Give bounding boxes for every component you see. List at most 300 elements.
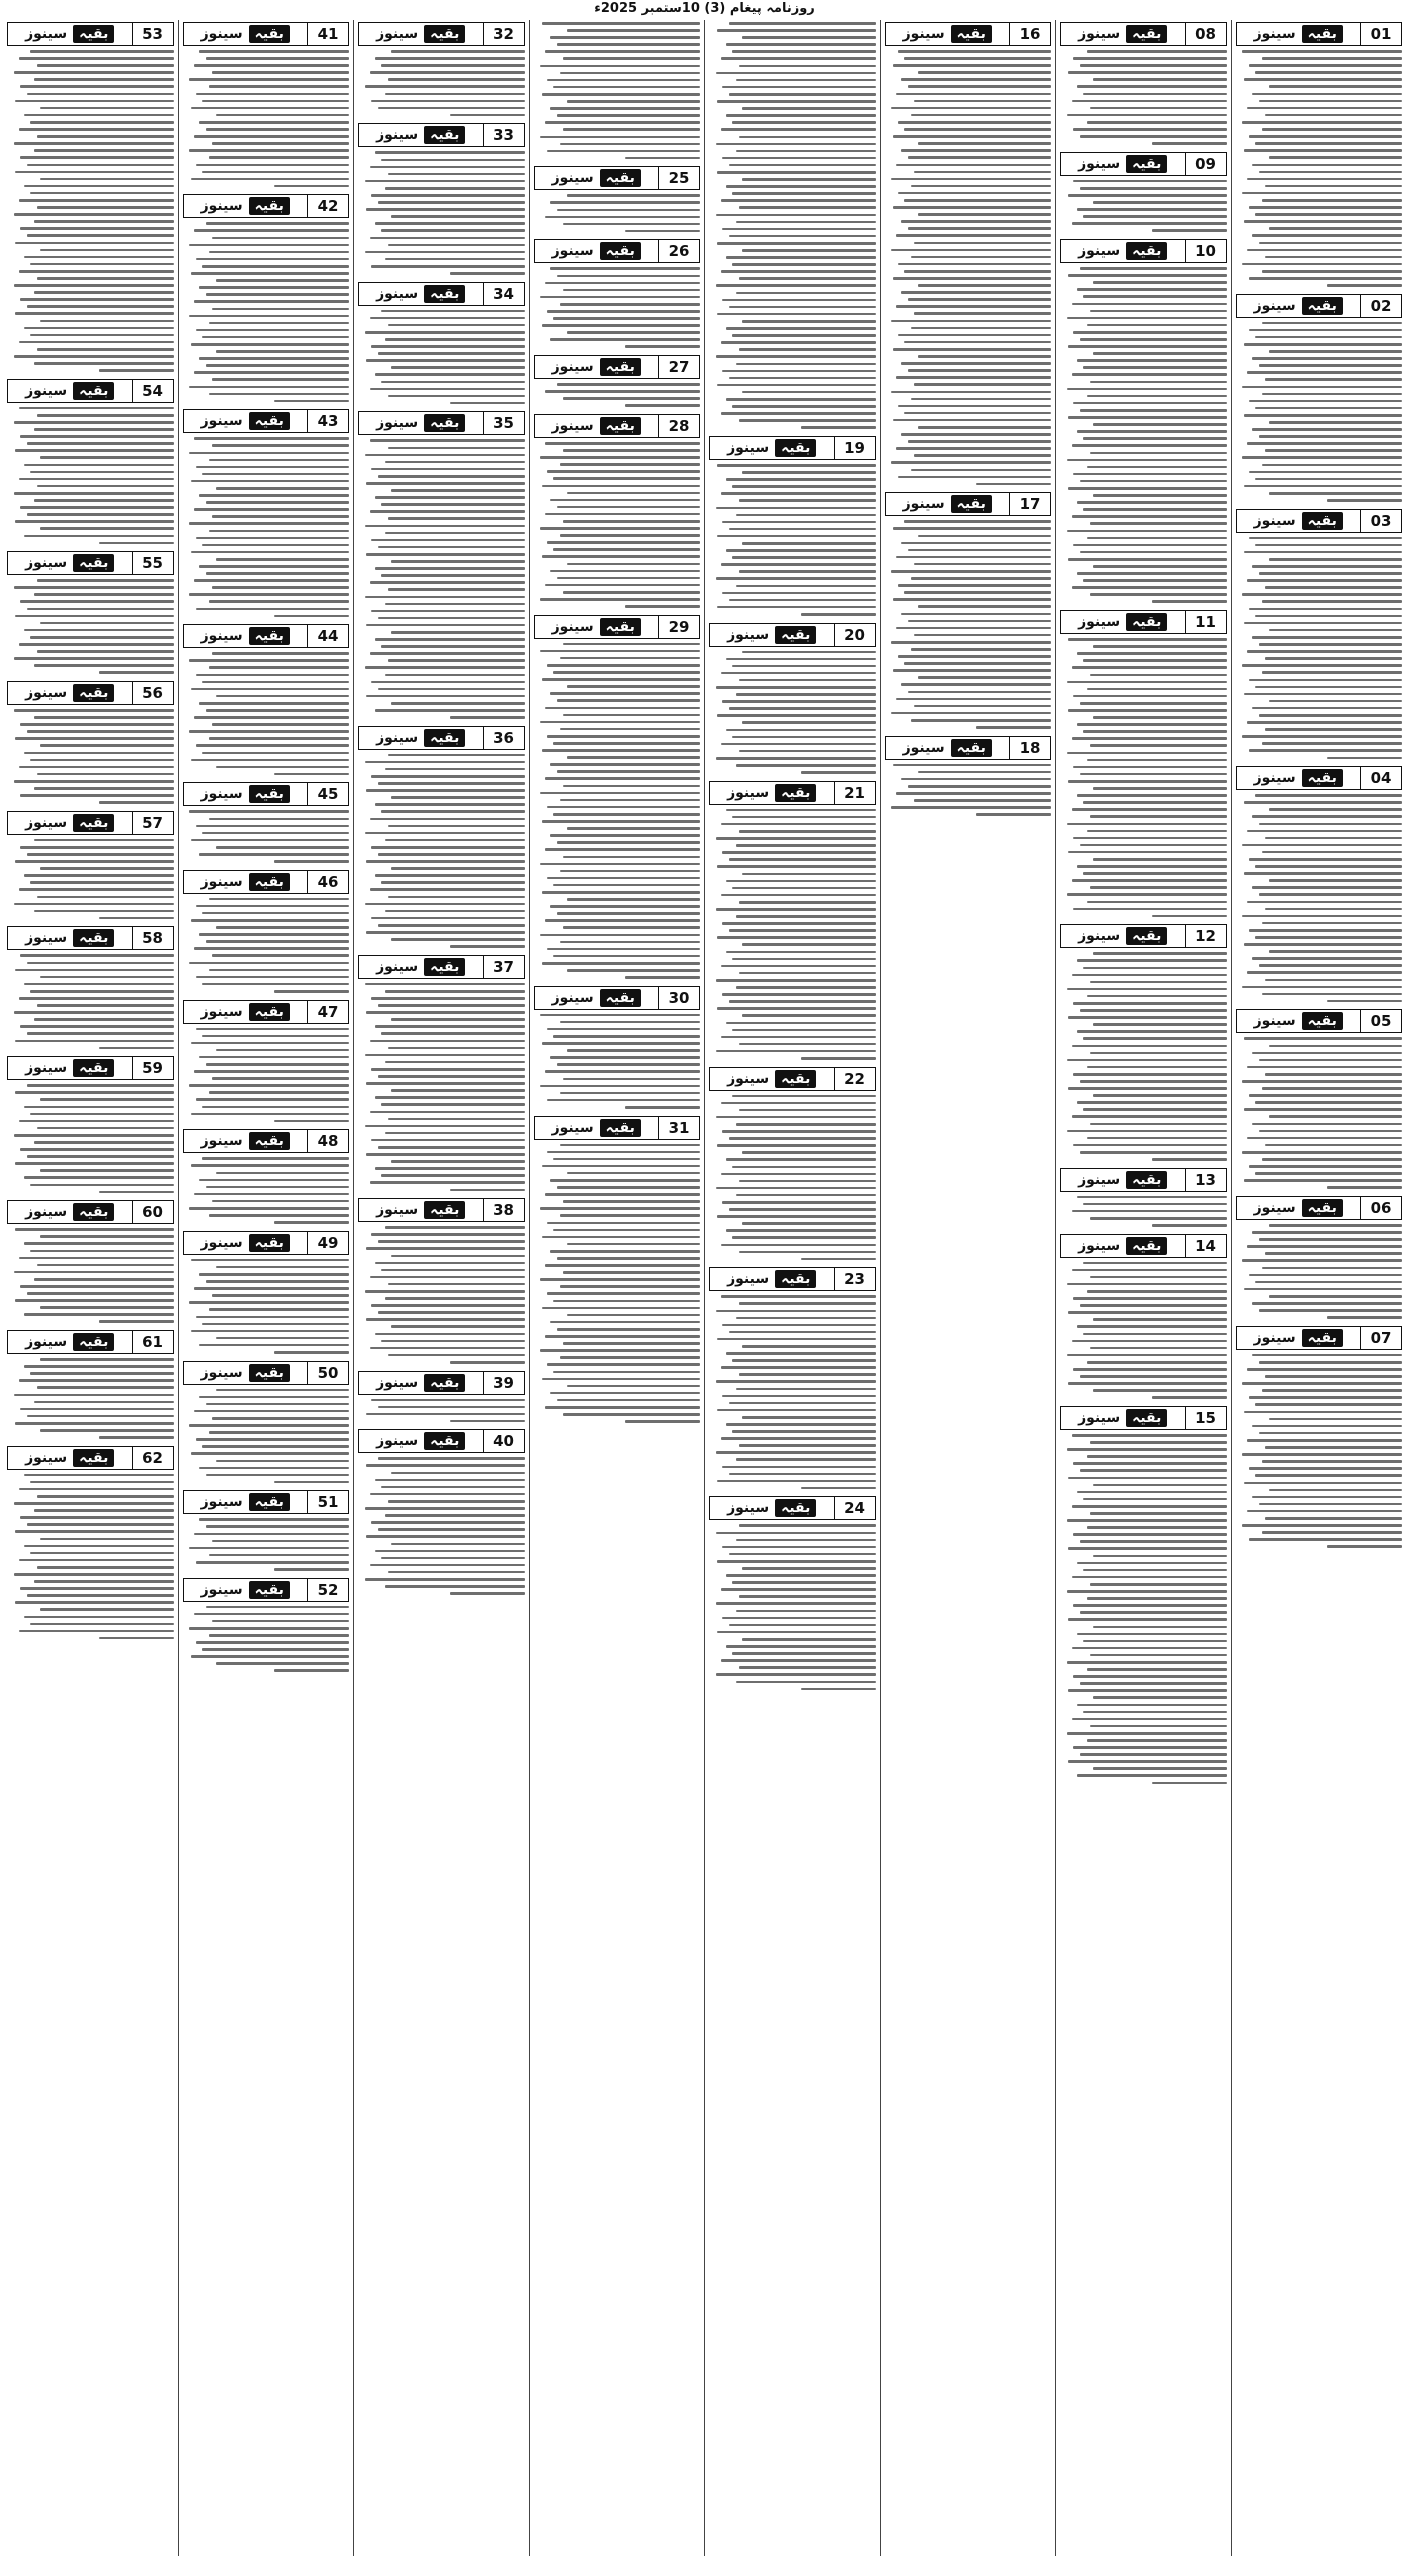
text-line (1087, 688, 1227, 691)
text-line (563, 1342, 700, 1345)
text-line (1262, 742, 1402, 745)
text-line (191, 759, 349, 762)
text-line (726, 1645, 876, 1648)
text-line (976, 813, 1051, 816)
baqiya-badge (359, 1199, 483, 1221)
text-line (1327, 1316, 1402, 1319)
text-line (540, 934, 700, 937)
continuation-number: 60 (132, 1201, 173, 1223)
paper-label: سینوز (200, 1364, 243, 1381)
paper-label: سینوز (1253, 26, 1296, 42)
text-line (540, 650, 700, 653)
article-text (1236, 1035, 1403, 1191)
text-line (216, 1172, 349, 1175)
baqiya-badge (886, 493, 1010, 515)
paper-label: سینوز (1253, 770, 1296, 787)
text-line (1090, 310, 1227, 313)
continuation-number: 03 (1360, 510, 1401, 532)
text-line (206, 1186, 349, 1189)
text-line (716, 1116, 876, 1119)
paper-label: سینوز (1078, 155, 1121, 172)
text-line (370, 1564, 525, 1567)
text-line (904, 662, 1051, 665)
text-line (1262, 922, 1402, 925)
text-line (1093, 1094, 1226, 1097)
text-line (371, 1304, 524, 1307)
continuation-block (358, 409, 525, 720)
text-line (14, 142, 174, 145)
text-line (722, 86, 875, 89)
text-line (716, 214, 876, 217)
article-text (1060, 1260, 1227, 1401)
text-line (206, 940, 349, 943)
text-line (370, 237, 525, 240)
article-text (885, 762, 1052, 818)
text-line (216, 1337, 349, 1340)
text-line (1262, 464, 1402, 467)
text-line (391, 702, 524, 705)
continuation-block (183, 780, 350, 864)
baqiya-label: بقیہ (1126, 927, 1167, 945)
text-line (371, 1068, 524, 1071)
text-line (1265, 728, 1402, 731)
text-line (450, 1189, 525, 1192)
baqiya-badge (8, 552, 132, 574)
text-line (891, 391, 1051, 394)
text-line (216, 350, 349, 353)
text-line (202, 1648, 349, 1651)
text-line (1265, 908, 1402, 911)
baqiya-label: بقیہ (424, 958, 465, 976)
text-line (540, 296, 700, 299)
text-line (216, 766, 349, 769)
text-line (726, 43, 876, 46)
baqiya-label: بقیہ (249, 873, 290, 891)
text-line (212, 142, 349, 145)
text-line (1093, 1318, 1226, 1321)
text-line (722, 1546, 875, 1549)
text-line (911, 469, 1051, 472)
text-line (547, 470, 700, 473)
baqiya-badge (710, 437, 834, 459)
text-line (898, 584, 1051, 587)
text-line (1072, 1505, 1227, 1508)
text-line (385, 990, 525, 993)
text-line (567, 1243, 700, 1246)
text-line (1067, 1732, 1227, 1735)
paper-label: سینوز (200, 873, 243, 890)
text-line (34, 149, 174, 152)
text-line (450, 716, 525, 719)
text-line (274, 1669, 349, 1672)
text-line (801, 1258, 876, 1261)
text-line (1080, 1151, 1227, 1154)
text-line (1242, 1382, 1402, 1385)
text-line (450, 114, 525, 117)
text-line (716, 507, 876, 510)
continuation-number: 51 (307, 1491, 348, 1513)
text-line (27, 442, 174, 445)
text-line (1073, 128, 1226, 131)
text-line (742, 178, 875, 181)
text-line (388, 1283, 525, 1286)
text-line (366, 624, 524, 627)
text-line (1265, 1144, 1402, 1147)
text-line (196, 825, 349, 828)
text-line (30, 881, 173, 884)
paper-label: سینوز (200, 1234, 243, 1251)
continuation-number: 48 (307, 1130, 348, 1152)
continuation-block (885, 20, 1052, 487)
text-line (893, 277, 1051, 280)
text-line (370, 1111, 525, 1114)
paper-label: سینوز (1078, 1409, 1121, 1426)
text-line (370, 1347, 525, 1350)
text-line (1255, 794, 1402, 797)
text-line (717, 100, 875, 103)
text-line (801, 771, 876, 774)
baqiya-badge (8, 1331, 132, 1353)
text-line (721, 1437, 876, 1440)
text-line (1252, 93, 1402, 96)
text-line (1247, 1137, 1402, 1140)
text-line (717, 171, 875, 174)
paper-label: سینوز (727, 1500, 770, 1517)
text-line (189, 1084, 349, 1087)
text-line (1087, 1597, 1227, 1600)
baqiya-label: بقیہ (600, 618, 641, 636)
text-line (801, 1487, 876, 1490)
continuation-number: 38 (483, 1199, 524, 1221)
baqiya-label: بقیہ (1126, 1409, 1167, 1427)
text-line (1259, 171, 1402, 174)
paper-label: سینوز (1078, 928, 1121, 945)
text-line (1249, 1094, 1402, 1097)
text-line (898, 334, 1051, 337)
article-text (183, 1387, 350, 1486)
paper-label: سینوز (376, 26, 419, 42)
text-line (1077, 208, 1227, 211)
text-line (20, 954, 173, 957)
text-line (732, 405, 875, 408)
text-line (729, 528, 876, 531)
text-line (1259, 1130, 1402, 1133)
text-line (901, 362, 1051, 365)
text-line (202, 832, 349, 835)
continuation-number: 52 (307, 1579, 348, 1601)
text-line (1262, 199, 1402, 202)
text-line (901, 433, 1051, 436)
continuation-header (709, 1067, 876, 1091)
text-line (553, 86, 700, 89)
baqiya-label: بقیہ (1126, 613, 1167, 631)
text-line (34, 1401, 174, 1404)
continuation-block (183, 622, 350, 777)
text-line (40, 1608, 173, 1611)
text-line (199, 286, 349, 289)
text-line (891, 178, 1051, 181)
text-line (1242, 1524, 1402, 1527)
text-line (918, 213, 1051, 216)
baqiya-label: بقیہ (73, 1449, 114, 1467)
text-line (1083, 579, 1226, 582)
text-line (375, 496, 525, 499)
text-line (732, 665, 875, 668)
text-line (378, 1457, 525, 1460)
text-line (388, 1354, 525, 1357)
article-text (1060, 1194, 1227, 1229)
text-line (625, 345, 700, 348)
text-line (27, 608, 174, 611)
text-line (1259, 100, 1402, 103)
text-line (1068, 345, 1226, 348)
text-line (729, 1137, 876, 1140)
text-line (27, 93, 174, 96)
text-line (739, 830, 876, 833)
text-line (736, 514, 876, 517)
text-line (1083, 295, 1226, 298)
text-line (1259, 1238, 1402, 1241)
continuation-block (7, 679, 174, 806)
text-line (717, 1007, 875, 1010)
text-line (914, 383, 1051, 386)
text-line (27, 730, 174, 733)
text-line (30, 50, 173, 53)
baqiya-label: بقیہ (249, 1364, 290, 1382)
paper-label: سینوز (551, 618, 594, 635)
text-line (15, 1040, 173, 1043)
text-line (1249, 1396, 1402, 1399)
text-line (717, 29, 875, 32)
continuation-header (358, 411, 525, 435)
text-line (378, 1528, 525, 1531)
continuation-number: 16 (1009, 23, 1050, 45)
text-line (194, 579, 349, 582)
text-line (722, 299, 875, 302)
text-line (1269, 85, 1402, 88)
text-line (1077, 1325, 1227, 1328)
continuation-header (183, 194, 350, 218)
text-line (24, 874, 174, 877)
text-line (1077, 359, 1227, 362)
baqiya-badge (535, 240, 659, 262)
text-line (202, 752, 349, 755)
text-line (914, 312, 1051, 315)
text-line (721, 823, 876, 826)
baqiya-badge (184, 1579, 308, 1601)
paper-label: سینوز (200, 1003, 243, 1020)
text-line (1327, 1545, 1402, 1548)
continuation-number: 61 (132, 1331, 173, 1353)
baqiya-label: بقیہ (73, 25, 114, 43)
text-line (189, 386, 349, 389)
text-line (716, 1602, 876, 1605)
baqiya-label: بقیہ (775, 626, 816, 644)
text-line (547, 1099, 700, 1102)
text-line (27, 1594, 174, 1597)
text-line (385, 93, 525, 96)
text-line (391, 1255, 524, 1258)
text-line (209, 156, 349, 159)
text-line (722, 592, 875, 595)
text-line (30, 1184, 173, 1187)
text-line (216, 926, 349, 929)
baqiya-label: بقیہ (951, 25, 992, 43)
text-line (716, 837, 876, 840)
text-line (1265, 1073, 1402, 1076)
text-line (716, 1310, 876, 1313)
text-line (914, 171, 1051, 174)
baqiya-label: بقیہ (775, 1499, 816, 1517)
text-line (1093, 281, 1226, 284)
text-line (1247, 249, 1402, 252)
text-line (27, 1084, 174, 1087)
continuation-header (1060, 924, 1227, 948)
text-line (391, 215, 524, 218)
text-line (202, 1106, 349, 1109)
text-line (212, 723, 349, 726)
text-line (547, 541, 700, 544)
continuation-header (183, 870, 350, 894)
text-line (202, 983, 349, 986)
text-line (1265, 114, 1402, 117)
baqiya-label: بقیہ (73, 554, 114, 572)
text-line (206, 1403, 349, 1406)
text-line (34, 664, 174, 667)
text-line (1265, 979, 1402, 982)
text-line (1244, 801, 1402, 804)
text-line (896, 305, 1051, 308)
text-line (547, 1292, 700, 1295)
text-line (1087, 901, 1227, 904)
text-line (545, 442, 700, 445)
text-line (736, 79, 876, 82)
text-line (732, 1029, 875, 1032)
text-line (1087, 1739, 1227, 1742)
text-line (381, 1174, 524, 1177)
text-line (366, 1535, 524, 1538)
paper-label: سینوز (200, 1133, 243, 1150)
text-line (1255, 213, 1402, 216)
text-line (15, 171, 173, 174)
baqiya-label: بقیہ (1302, 25, 1343, 43)
text-line (216, 1389, 349, 1392)
text-line (375, 1479, 525, 1482)
paper-label: سینوز (727, 784, 770, 801)
text-line (206, 364, 349, 367)
text-line (550, 267, 700, 270)
text-line (24, 752, 174, 755)
text-line (742, 1151, 875, 1154)
text-line (20, 1408, 173, 1411)
text-line (1093, 645, 1226, 648)
text-line (1072, 1340, 1227, 1343)
baqiya-badge (1061, 611, 1185, 633)
text-line (450, 945, 525, 948)
text-line (378, 1146, 525, 1149)
text-line (37, 1127, 174, 1130)
text-line (550, 1321, 700, 1324)
text-line (742, 249, 875, 252)
text-line (24, 1545, 174, 1548)
text-line (739, 972, 876, 975)
text-line (196, 744, 349, 747)
text-line (1073, 57, 1226, 60)
text-line (563, 1271, 700, 1274)
text-line (1247, 371, 1402, 374)
baqiya-label: بقیہ (775, 1270, 816, 1288)
text-line (1077, 501, 1227, 504)
text-line (1068, 71, 1226, 74)
text-line (189, 1547, 349, 1550)
text-line (37, 1386, 174, 1389)
text-line (24, 1106, 174, 1109)
text-line (742, 873, 875, 876)
text-line (545, 216, 700, 219)
continuation-header (534, 414, 701, 438)
text-line (1269, 950, 1402, 953)
text-line (721, 1588, 876, 1591)
text-line (908, 549, 1051, 552)
text-line (1090, 381, 1227, 384)
text-line (14, 1011, 174, 1014)
text-line (553, 477, 700, 480)
text-line (1090, 452, 1227, 455)
article-text (1236, 1222, 1403, 1321)
text-line (1093, 1767, 1226, 1770)
text-line (1252, 1425, 1402, 1428)
text-line (1073, 331, 1226, 334)
text-line (1090, 744, 1227, 747)
text-line (378, 1406, 525, 1409)
text-line (385, 910, 525, 913)
columns-container (3, 20, 1406, 2556)
text-line (1072, 879, 1227, 882)
text-line (365, 1578, 525, 1581)
text-line (216, 695, 349, 698)
text-line (37, 64, 174, 67)
text-line (15, 520, 173, 523)
article-text (358, 1455, 525, 1596)
text-line (370, 1040, 525, 1043)
continuation-number: 18 (1009, 737, 1050, 759)
text-line (1247, 721, 1402, 724)
text-line (1249, 1274, 1402, 1277)
continuation-block (183, 998, 350, 1125)
text-line (1249, 277, 1402, 280)
baqiya-badge (710, 624, 834, 646)
text-line (717, 936, 875, 939)
text-line (365, 85, 525, 88)
text-line (1259, 643, 1402, 646)
continuation-header (709, 1496, 876, 1520)
text-line (20, 298, 173, 301)
text-line (563, 714, 700, 717)
text-line (550, 201, 700, 204)
continuation-header (534, 1116, 701, 1140)
text-line (1255, 478, 1402, 481)
text-line (375, 151, 525, 154)
text-line (891, 570, 1051, 573)
text-line (365, 1507, 525, 1510)
text-line (1067, 823, 1227, 826)
text-line (99, 1436, 174, 1439)
text-line (381, 810, 524, 813)
text-line (898, 121, 1051, 124)
text-line (557, 383, 700, 386)
continuation-block (7, 1054, 174, 1195)
text-line (560, 1285, 700, 1288)
